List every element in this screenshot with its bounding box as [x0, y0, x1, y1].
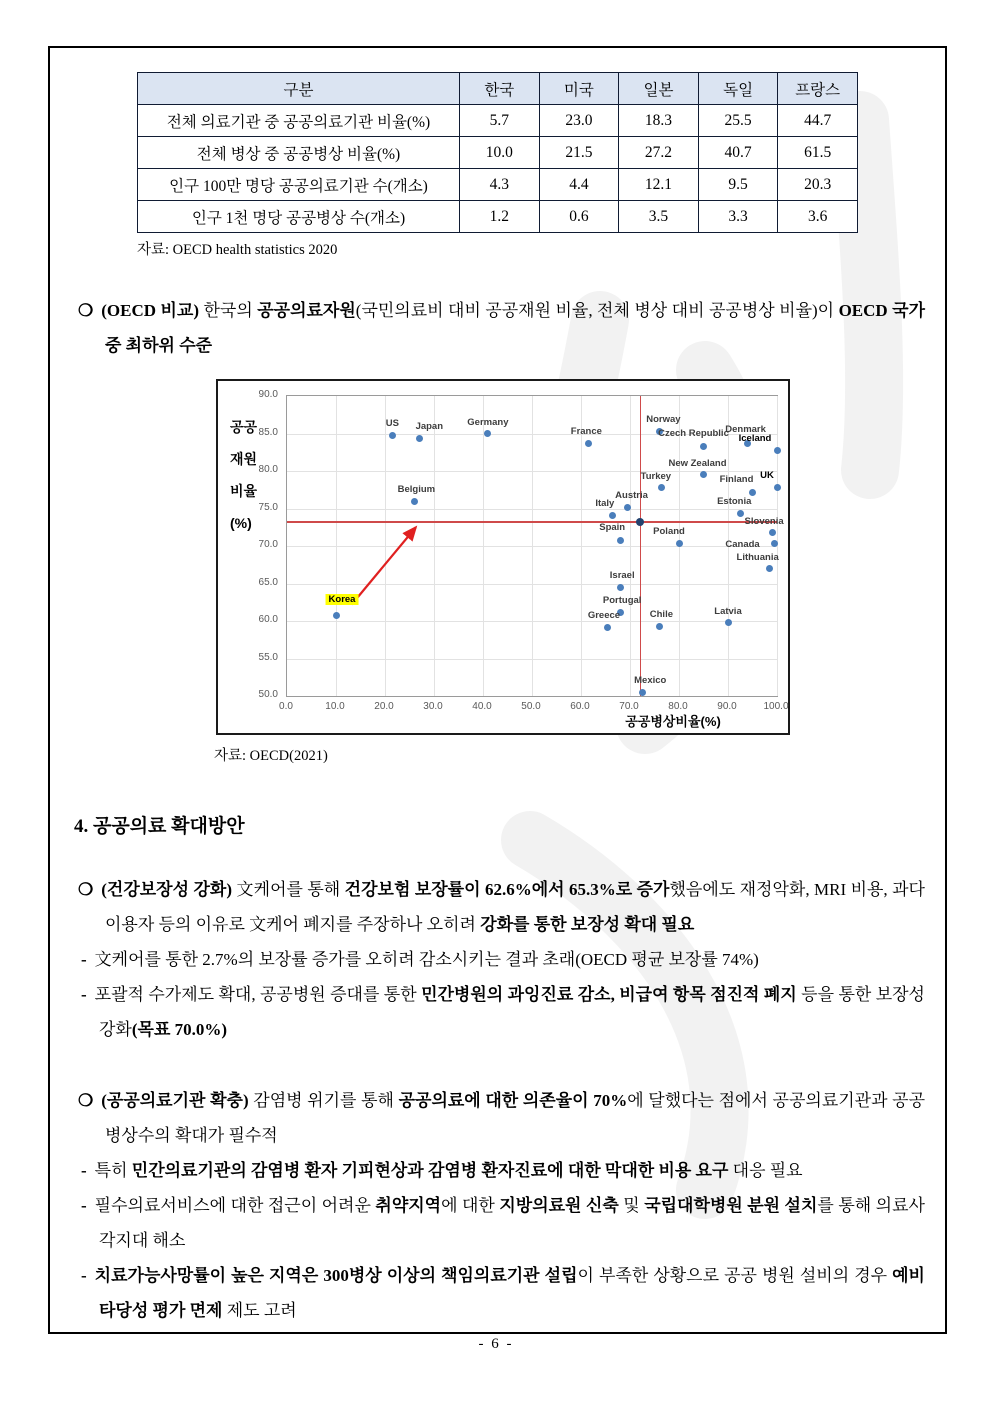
text-segment: 및 — [618, 1196, 645, 1215]
table-cell: 23.0 — [539, 105, 619, 137]
data-point-latvia — [725, 619, 732, 626]
x-tick-label: 20.0 — [374, 701, 394, 712]
x-axis-label: 공공병상비율(%) — [625, 714, 721, 729]
data-point-korea — [333, 612, 340, 619]
point-label-poland: Poland — [653, 525, 685, 537]
data-point-chile — [656, 623, 663, 630]
column-header: 일본 — [619, 73, 699, 105]
y-axis-label-line: (%) — [230, 515, 252, 531]
y-tick-label: 50.0 — [258, 689, 278, 700]
table-cell: 전체 의료기관 중 공공의료기관 비율(%) — [138, 105, 460, 137]
table-source-note: 자료: OECD health statistics 2020 — [137, 242, 338, 258]
dash-mortality-regions — [81, 1258, 925, 1328]
x-tick-label: 0.0 — [279, 701, 293, 712]
text-segment: (OECD 비교) — [101, 301, 204, 320]
point-label-finland: Finland — [719, 474, 754, 485]
table-cell: 21.5 — [539, 137, 619, 169]
text-segment: 특히 — [94, 1161, 132, 1180]
text-segment: 국립대학병원 분원 설치 — [644, 1196, 818, 1215]
data-point-us — [389, 432, 396, 439]
oecd-scatter-chart — [216, 379, 790, 735]
text-segment: 민간의료기관의 감염병 환자 기피현상과 감염병 환자진료에 대한 막대한 비용 요구 — [131, 1161, 729, 1180]
dash-moon-care — [81, 942, 925, 977]
text-segment: 대응 필요 — [728, 1161, 803, 1180]
data-point-estonia — [737, 510, 744, 517]
point-label-canada: Canada — [725, 538, 760, 550]
text-segment: 민간병원의 과잉진료 감소, 비급여 항목 점진적 폐지 — [421, 985, 797, 1004]
gridline-vertical — [777, 396, 778, 696]
bullet-text — [101, 880, 925, 934]
point-label-new-zealand: New Zealand — [668, 457, 727, 469]
data-point-israel — [617, 584, 624, 591]
table-cell: 20.3 — [778, 169, 858, 201]
x-tick-label: 80.0 — [668, 701, 688, 712]
point-label-portugal: Portugal — [602, 595, 642, 606]
section-4-heading: 4. 공공의료 확대방안 — [74, 816, 245, 837]
dash-vulnerable-regions — [81, 1188, 925, 1258]
table-header-row — [138, 73, 858, 105]
y-axis-label-line: 비율 — [230, 483, 258, 499]
data-point-finland — [749, 489, 756, 496]
table-cell: 인구 100만 명당 공공의료기관 수(개소) — [138, 169, 460, 201]
text-segment: 이 부족한 상황으로 공공 병원 설비의 경우 — [577, 1266, 893, 1285]
text-segment: 지방의료원 신축 — [499, 1196, 619, 1215]
table-cell: 3.6 — [778, 201, 858, 233]
x-tick-label: 10.0 — [325, 701, 345, 712]
data-point-spain — [617, 537, 624, 544]
data-point-slovenia — [769, 529, 776, 536]
x-tick-label: 40.0 — [472, 701, 492, 712]
table-cell: 18.3 — [619, 105, 699, 137]
x-tick-label: 70.0 — [619, 701, 639, 712]
y-axis-label-line: 공공 — [230, 419, 258, 435]
text-segment: 감염병 위기를 통해 — [253, 1091, 399, 1110]
point-label-belgium: Belgium — [397, 484, 436, 495]
bullet-text — [101, 1091, 925, 1145]
table-cell: 4.4 — [539, 169, 619, 201]
data-point-mexico — [639, 689, 646, 696]
plot-area — [286, 395, 784, 697]
y-tick-label: 70.0 — [258, 539, 278, 550]
table-row — [138, 201, 858, 233]
point-label-germany: Germany — [467, 416, 509, 428]
point-label-turkey: Turkey — [640, 470, 672, 482]
point-label-lithuania: Lithuania — [736, 551, 779, 563]
data-point-belgium — [411, 498, 418, 505]
text-segment: 를 통해 의료사각지대 해소 — [99, 1196, 925, 1250]
data-point-iceland — [774, 447, 781, 454]
table-cell: 0.6 — [539, 201, 619, 233]
point-label-slovenia: Slovenia — [744, 515, 784, 527]
table-cell: 1.2 — [460, 201, 540, 233]
text-segment: 한국의 — [203, 301, 258, 320]
y-tick-label: 60.0 — [258, 614, 278, 625]
column-header: 프랑스 — [778, 73, 858, 105]
table-cell: 44.7 — [778, 105, 858, 137]
korea-arrow — [287, 396, 777, 696]
y-tick-label: 85.0 — [258, 426, 278, 438]
text-segment: 文케어를 통해 — [236, 880, 345, 899]
dash-marker: - — [81, 1196, 87, 1215]
table-cell: 27.2 — [619, 137, 699, 169]
point-label-austria: Austria — [615, 490, 648, 501]
dash-text — [95, 1196, 925, 1250]
table-cell: 61.5 — [778, 137, 858, 169]
table-cell: 4.3 — [460, 169, 540, 201]
point-label-estonia: Estonia — [717, 496, 752, 507]
point-label-greece: Greece — [587, 610, 621, 621]
x-tick-label: 90.0 — [717, 701, 737, 712]
dash-marker: - — [81, 985, 87, 1004]
dash-text — [95, 985, 925, 1039]
page-number: - 6 - — [478, 1336, 514, 1352]
bullet-marker: ❍ — [78, 1091, 94, 1110]
point-label-spain: Spain — [599, 522, 626, 533]
point-label-japan: Japan — [415, 420, 444, 432]
bullet-oecd-comparison — [78, 293, 925, 363]
column-header: 구분 — [138, 73, 460, 105]
text-segment: (공공의료기관 확충) — [101, 1091, 254, 1110]
dash-private-avoidance — [81, 1153, 925, 1188]
page-border — [48, 46, 947, 1334]
text-segment: 文케어를 통한 2.7%의 보장률 증가를 오히려 감소시키는 결과 초래(OECD 평균 보장률 74%) — [94, 950, 759, 969]
dash-marker: - — [81, 1266, 87, 1285]
text-segment: 예비타당성 평가 면제 — [99, 1266, 925, 1320]
point-label-latvia: Latvia — [714, 605, 742, 617]
table-cell: 9.5 — [698, 169, 778, 201]
point-label-chile: Chile — [649, 609, 674, 621]
table-cell: 12.1 — [619, 169, 699, 201]
text-segment: (국민의료비 대비 공공재원 비율, 전체 병상 대비 공공병상 비율)이 — [355, 301, 839, 320]
data-point-japan — [416, 435, 423, 442]
table-cell: 10.0 — [460, 137, 540, 169]
point-label-denmark: Denmark — [725, 424, 766, 436]
text-segment: (목표 70.0%) — [131, 1020, 228, 1039]
oecd-average-point — [636, 518, 644, 526]
point-label-israel: Israel — [609, 570, 635, 582]
bullet-marker: ❍ — [78, 880, 94, 899]
data-point-greece — [604, 624, 611, 631]
table-row — [138, 137, 858, 169]
text-segment: 치료가능사망률이 높은 지역은 300병상 이상의 책임의료기관 설립 — [94, 1266, 578, 1285]
table-cell: 전체 병상 중 공공병상 비율(%) — [138, 137, 460, 169]
bullet-text — [101, 301, 925, 355]
data-point-france — [585, 440, 592, 447]
point-label-us: US — [385, 418, 399, 429]
point-label-france: France — [570, 426, 602, 438]
dash-fee-system — [81, 977, 925, 1047]
text-segment: 취약지역 — [375, 1196, 442, 1215]
bullet-marker: ❍ — [78, 301, 94, 320]
dash-text — [95, 950, 759, 969]
table-row — [138, 169, 858, 201]
table-cell: 5.7 — [460, 105, 540, 137]
text-segment: 했음에도 재정악화, MRI 비용, 과다이용자 등의 이유로 文케어 폐지를 주장하나 오히려 — [105, 880, 925, 934]
bullet-health-coverage — [78, 872, 925, 942]
table-cell: 3.5 — [619, 201, 699, 233]
chart-source-note: 자료: OECD(2021) — [214, 748, 328, 764]
point-label-italy: Italy — [595, 498, 615, 510]
dash-marker: - — [81, 950, 87, 969]
text-segment: (건강보장성 강화) — [101, 880, 237, 899]
text-segment: OECD 국가 중 최하위 수준 — [105, 301, 925, 355]
x-tick-label: 30.0 — [423, 701, 443, 712]
text-segment: 에 달했다는 점에서 공공의료기관과 공공병상수의 확대가 필수적 — [105, 1091, 925, 1145]
data-point-uk — [774, 484, 781, 491]
dash-text — [95, 1161, 803, 1180]
point-label-uk: UK — [760, 469, 774, 481]
column-header: 미국 — [539, 73, 619, 105]
data-point-austria — [624, 504, 631, 511]
table-cell: 3.3 — [698, 201, 778, 233]
column-header: 독일 — [698, 73, 778, 105]
table-cell: 25.5 — [698, 105, 778, 137]
data-point-poland — [676, 540, 683, 547]
text-segment: 등을 통한 보장성 강화 — [99, 985, 925, 1039]
y-tick-label: 55.0 — [258, 651, 278, 663]
table-cell: 인구 1천 명당 공공병상 수(개소) — [138, 201, 460, 233]
text-segment: 에 대한 — [441, 1196, 500, 1215]
text-segment: 포괄적 수가제도 확대, 공공병원 증대를 통한 — [94, 985, 422, 1004]
point-label-mexico: Mexico — [634, 675, 667, 687]
table-cell: 40.7 — [698, 137, 778, 169]
x-tick-label: 60.0 — [570, 701, 590, 712]
text-segment: 건강보험 보장률이 62.6%에서 65.3%로 증가 — [344, 880, 670, 899]
text-segment: 공공의료에 대한 의존율이 70% — [398, 1091, 628, 1110]
public-healthcare-table — [137, 72, 858, 233]
data-point-czech-republic — [700, 443, 707, 450]
point-label-norway: Norway — [646, 414, 681, 426]
point-label-czech-republic: Czech Republic — [658, 428, 729, 440]
column-header: 한국 — [460, 73, 540, 105]
dash-text — [95, 1266, 925, 1320]
point-label-iceland: Iceland — [738, 433, 772, 444]
x-tick-label: 100.0 — [763, 701, 789, 712]
bullet-public-institutions — [78, 1083, 925, 1153]
text-segment: 제도 고려 — [222, 1301, 297, 1320]
y-tick-label: 80.0 — [258, 464, 278, 475]
text-segment: 공공의료자원 — [257, 301, 356, 320]
y-axis-label-line: 재원 — [230, 451, 258, 467]
table-row — [138, 105, 858, 137]
y-tick-label: 65.0 — [258, 576, 278, 588]
y-tick-label: 90.0 — [258, 389, 278, 400]
x-tick-label: 50.0 — [521, 701, 541, 712]
dash-marker: - — [81, 1161, 87, 1180]
point-label-korea: Korea — [326, 594, 359, 605]
y-tick-label: 75.0 — [258, 501, 278, 513]
text-segment: 강화를 통한 보장성 확대 필요 — [480, 915, 695, 934]
text-segment: 필수의료서비스에 대한 접근이 어려운 — [94, 1196, 376, 1215]
